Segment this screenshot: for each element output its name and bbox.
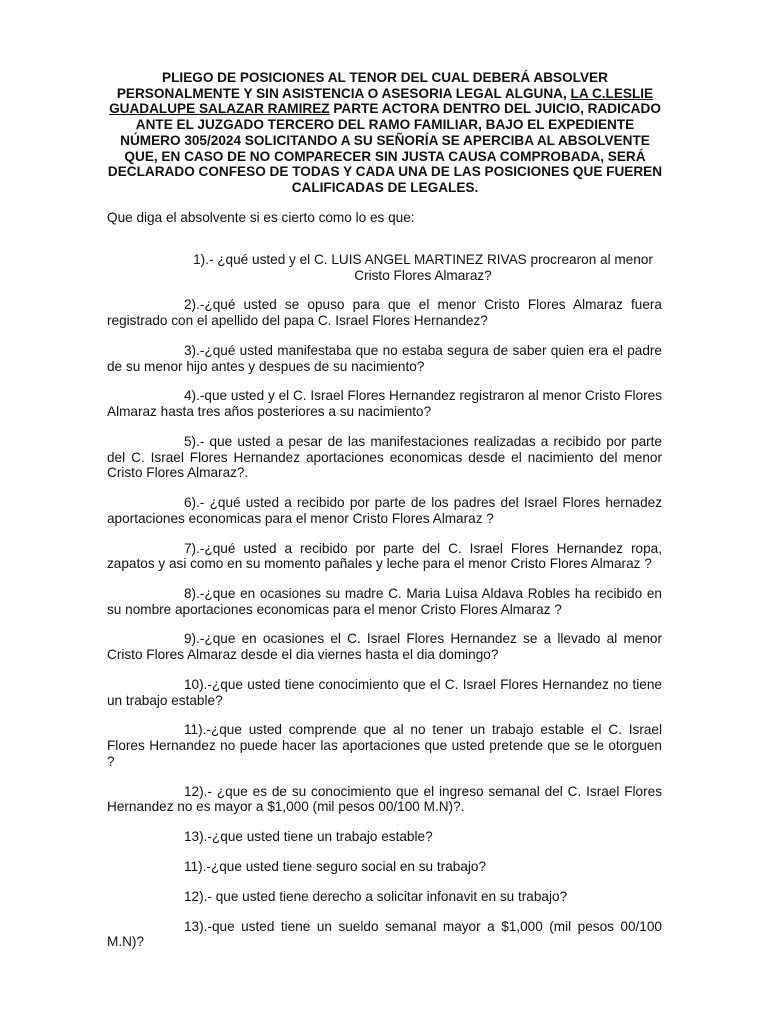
position-item: 3).-¿qué usted manifestaba que no estaba segura de saber quien era el padre de su menor hijo antes y despues de su nacimiento?: [107, 342, 662, 374]
position-item: 6).- ¿qué usted a recibido por parte de los padres del Israel Flores hernadez aportaciones economicas para el menor Cristo Flores Almaraz ?: [107, 495, 662, 526]
position-item: 1).- ¿qué usted y el C. LUIS ANGEL MARTINEZ RIVAS procrearon al menor Cristo Flores Almaraz?: [193, 252, 653, 283]
position-item: 12).- que usted tiene derecho a solicitar infonavit en su trabajo?: [184, 888, 568, 904]
heading-text-part1: PLIEGO DE POSICIONES AL TENOR DEL CUAL DEBERÁ ABSOLVER PERSONALMENTE Y SIN ASISTENCIA O ASESORIA LEGAL ALGUNA,: [116, 70, 608, 101]
position-item: 4).-que usted y el C. Israel Flores Hernandez registraron al menor Cristo Flores Almaraz hasta tres años posteriores a su nacimiento?: [107, 388, 662, 420]
heading-text-part2: PARTE ACTORA DENTRO DEL JUICIO, RADICADO ANTE EL JUZGADO TERCERO DEL RAMO FAMILIAR, BAJO EL EXPEDIENTE NÚMERO 305/2024 SOLICITANDO A SU SEÑORÍA SE APERCIBA AL ABSOLVENTE QUE, EN CASO DE NO COMPARECER SIN JUSTA CAUSA COMPROBADA, SERÁ DECLARADO CONFESO DE TODAS Y CADA UNA DE LAS POSICIONES QUE FUEREN CALIFICADAS DE LEGALES.: [107, 101, 663, 195]
positions-list: [107, 252, 662, 964]
position-item: 11).-¿que usted tiene seguro social en su trabajo?: [184, 858, 487, 874]
position-item: 13).-¿que usted tiene un trabajo estable?: [184, 829, 433, 844]
position-item: 7).-¿qué usted a recibido por parte del C. Israel Flores Hernandez ropa, zapatos y asi como en su momento pañales y leche para el menor Cristo Flores Almaraz ?: [107, 540, 662, 572]
position-item: 9).-¿que en ocasiones el C. Israel Flores Hernandez se a llevado al menor Cristo Flores Almaraz desde el dia viernes hasta el dia domingo?: [107, 631, 662, 663]
heading-underlined-name: LA C.LESLIE GUADALUPE SALAZAR RAMIREZ: [109, 85, 654, 117]
position-item: 8).-¿que en ocasiones su madre C. Maria Luisa Aldava Robles ha recibido en su nombre aportaciones economicas para el menor Cristo Flores Almaraz ?: [107, 585, 662, 617]
position-item: 12).- ¿que es de su conocimiento que el ingreso semanal del C. Israel Flores Hernandez no es mayor a $1,000 (mil pesos 00/100 M.N)?.: [107, 783, 662, 815]
position-item: 10).-¿que usted tiene conocimiento que el C. Israel Flores Hernandez no tiene un trabajo estable?: [107, 676, 662, 708]
position-item: 13).-que usted tiene un sueldo semanal mayor a $1,000 (mil pesos 00/100 M.N)?: [107, 918, 662, 950]
position-item: 11).-¿que usted comprende que al no tener un trabajo estable el C. Israel Flores Hernandez no puede hacer las aportaciones que usted pretende que se le otorguen ?: [107, 722, 662, 769]
position-item: 2).-¿qué usted se opuso para que el menor Cristo Flores Almaraz fuera registrado con el apellido del papa C. Israel Flores Hernandez?: [107, 297, 662, 329]
intro-line: Que diga el absolvente si es cierto como lo es que:: [107, 210, 415, 225]
position-item: 5).- que usted a pesar de las manifestaciones realizadas a recibido por parte del C. Israel Flores Hernandez aportaciones economicas desde el nacimiento del menor Cristo Flores Almaraz?.: [107, 433, 662, 481]
document-heading: [104, 70, 666, 196]
